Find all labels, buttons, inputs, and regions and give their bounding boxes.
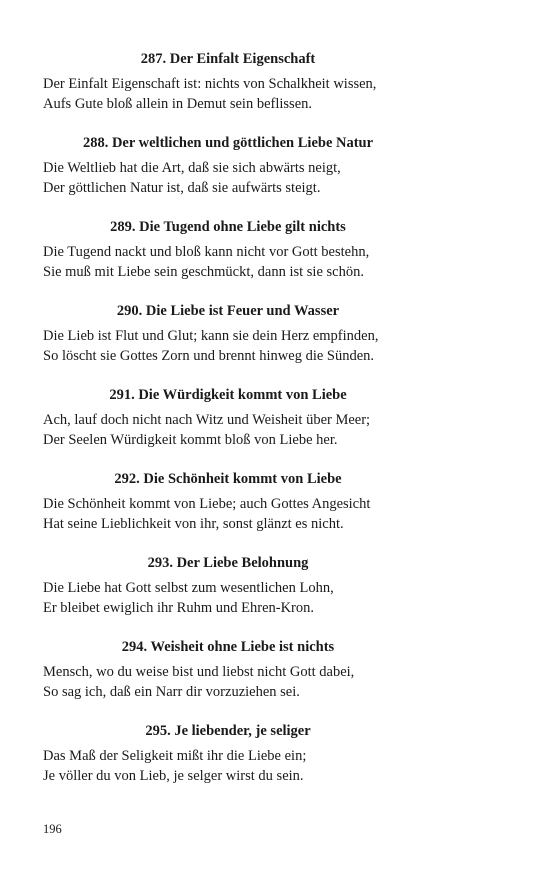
page-number: 196 xyxy=(43,822,62,836)
epigram-title: 294. Weisheit ohne Liebe ist nichts xyxy=(121,639,335,655)
epigram-verse xyxy=(43,158,413,198)
verse-line: Der Einfalt Eigenschaft ist: nichts von Schalkheit wissen, xyxy=(43,76,377,92)
verse-line: Je völler du von Lieb, je selger wirst du sein. xyxy=(43,768,304,784)
epigram-verse xyxy=(43,74,413,114)
verse-line: Mensch, wo du weise bist und liebst nicht Gott dabei, xyxy=(43,664,355,680)
verse-line: Die Tugend nackt und bloß kann nicht vor Gott bestehn, xyxy=(43,244,370,260)
epigram-verse xyxy=(43,494,413,534)
verse-line: Ach, lauf doch nicht nach Witz und Weisheit über Meer; xyxy=(43,412,371,428)
epigram-title: 288. Der weltlichen und göttlichen Liebe Natur xyxy=(82,135,374,151)
epigram-291 xyxy=(43,386,413,470)
verse-line: Sie muß mit Liebe sein geschmückt, dann ist sie schön. xyxy=(43,264,364,280)
epigram-292 xyxy=(43,470,413,554)
epigram-title: 289. Die Tugend ohne Liebe gilt nichts xyxy=(110,219,346,235)
epigram-verse xyxy=(43,326,413,366)
epigram-verse xyxy=(43,242,413,282)
epigram-title: 295. Je liebender, je seliger xyxy=(145,723,311,739)
epigram-title: 293. Der Liebe Belohnung xyxy=(147,555,309,571)
verse-line: Die Weltlieb hat die Art, daß sie sich abwärts neigt, xyxy=(43,160,341,176)
verse-line: So sag ich, daß ein Narr dir vorzuziehen sei. xyxy=(43,684,300,700)
epigram-294 xyxy=(43,638,413,722)
verse-line: Der Seelen Würdigkeit kommt bloß von Liebe her. xyxy=(43,432,338,448)
verse-line: So löscht sie Gottes Zorn und brennt hinweg die Sünden. xyxy=(43,348,375,364)
verse-line: Die Lieb ist Flut und Glut; kann sie dein Herz empfinden, xyxy=(43,328,379,344)
epigram-title: 291. Die Würdigkeit kommt von Liebe xyxy=(109,387,347,403)
epigram-title: 290. Die Liebe ist Feuer und Wasser xyxy=(116,303,340,319)
verse-line: Die Liebe hat Gott selbst zum wesentlichen Lohn, xyxy=(43,580,334,596)
page-body xyxy=(43,50,413,806)
verse-line: Er bleibet ewiglich ihr Ruhm und Ehren-Kron. xyxy=(43,600,315,616)
verse-line: Der göttlichen Natur ist, daß sie aufwärts steigt. xyxy=(43,180,321,196)
verse-line: Aufs Gute bloß allein in Demut sein beflissen. xyxy=(43,96,313,112)
epigram-verse xyxy=(43,662,413,702)
verse-line: Hat seine Lieblichkeit von ihr, sonst glänzt es nicht. xyxy=(43,516,344,532)
verse-line: Die Schönheit kommt von Liebe; auch Gottes Angesicht xyxy=(43,496,371,512)
epigram-290 xyxy=(43,302,413,386)
epigram-title: 287. Der Einfalt Eigenschaft xyxy=(140,51,316,67)
verse-line: Das Maß der Seligkeit mißt ihr die Liebe ein; xyxy=(43,748,307,764)
epigram-289 xyxy=(43,218,413,302)
epigram-293 xyxy=(43,554,413,638)
epigram-verse xyxy=(43,746,413,786)
epigram-verse xyxy=(43,578,413,618)
epigram-295 xyxy=(43,722,413,806)
epigram-verse xyxy=(43,410,413,450)
epigram-287 xyxy=(43,50,413,134)
epigram-title: 292. Die Schönheit kommt von Liebe xyxy=(114,471,342,487)
epigram-288 xyxy=(43,134,413,218)
